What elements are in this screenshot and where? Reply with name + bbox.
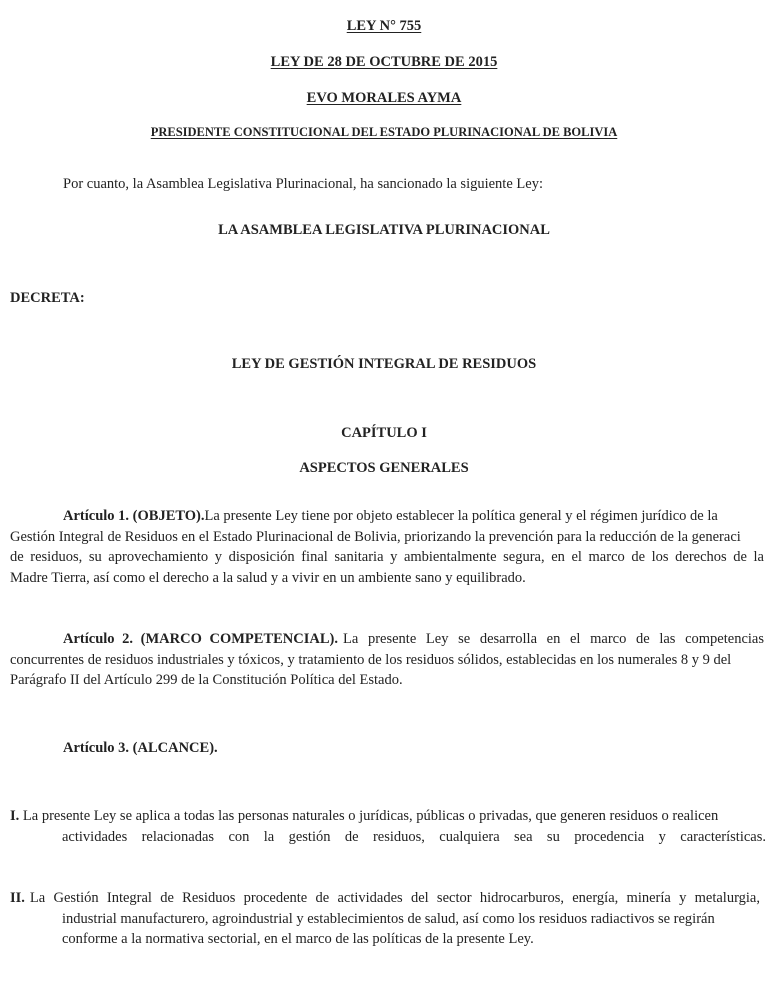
article-1-line-1: La presente Ley tiene por objeto establecer la política general y el régimen jurídico de la	[204, 508, 718, 524]
article-3-paragraph-1	[10, 806, 768, 847]
article-1-line-2: Gestión Integral de Residuos en el Estado Plurinacional de Bolivia, priorizando la prevención para la reducción de la generaci	[10, 528, 741, 545]
paragraph-1-line-1: La presente Ley se aplica a todas las personas naturales o jurídicas, públicas o privadas, que generen residuos o realicen	[22, 808, 719, 824]
law-title: LEY DE GESTIÓN INTEGRAL DE RESIDUOS	[231, 356, 537, 372]
article-1-line-4: Madre Tierra, así como el derecho a la salud y a vivir en un ambiente sano y equilibrado.	[10, 569, 526, 586]
article-2-line-3: Parágrafo II del Artículo 299 de la Constitución Política del Estado.	[10, 672, 403, 688]
president-name: EVO MORALES AYMA	[306, 90, 462, 106]
paragraph-2-line-2: industrial manufacturero, agroindustrial y establecimientos de salud, así como los residuos radiactivos se regirán	[62, 910, 715, 927]
paragraph-2-label: II.	[10, 890, 25, 906]
article-2-heading: Artículo 2. (MARCO COMPETENCIAL).	[63, 631, 338, 647]
law-date: LEY DE 28 DE OCTUBRE DE 2015	[270, 54, 498, 70]
article-1-heading: Artículo 1. (OBJETO).	[63, 508, 205, 524]
president-title: PRESIDENTE CONSTITUCIONAL DEL ESTADO PLURINACIONAL DE BOLIVIA	[150, 125, 618, 139]
paragraph-2-line-1: La Gestión Integral de Residuos procedente de actividades del sector hidrocarburos, energía, minería y metalurgia,	[29, 890, 760, 906]
paragraph-1-label: I.	[10, 808, 20, 824]
article-3-heading: Artículo 3. (ALCANCE).	[63, 740, 218, 756]
article-1-line-3: de residuos, su aprovechamiento y disposición final sanitaria y ambientalmente segura, en el marco de los derechos de la	[10, 549, 764, 565]
preamble-text: Por cuanto, la Asamblea Legislativa Plurinacional, ha sancionado la siguiente Ley:	[63, 176, 543, 192]
assembly-heading: LA ASAMBLEA LEGISLATIVA PLURINACIONAL	[218, 222, 550, 238]
decreta-label: DECRETA:	[10, 290, 85, 306]
law-number: LEY N° 755	[346, 18, 422, 34]
article-2-line-1: La presente Ley se desarrolla en el marco de las competencias	[343, 631, 764, 647]
chapter-number: CAPÍTULO I	[341, 425, 427, 441]
article-2	[10, 629, 768, 691]
article-1	[10, 506, 768, 588]
article-3-paragraph-2	[10, 888, 768, 950]
paragraph-2-line-3: conforme a la normativa sectorial, en el marco de las políticas de la presente Ley.	[62, 931, 534, 947]
article-2-line-2: concurrentes de residuos industriales y tóxicos, y tratamiento de los residuos sólidos, establecidas en los numerales 8 y 9 del	[10, 651, 732, 668]
paragraph-1-line-2: actividades relacionadas con la gestión de residuos, cualquiera sea su procedencia y características.	[62, 828, 766, 845]
chapter-title: ASPECTOS GENERALES	[299, 460, 469, 476]
